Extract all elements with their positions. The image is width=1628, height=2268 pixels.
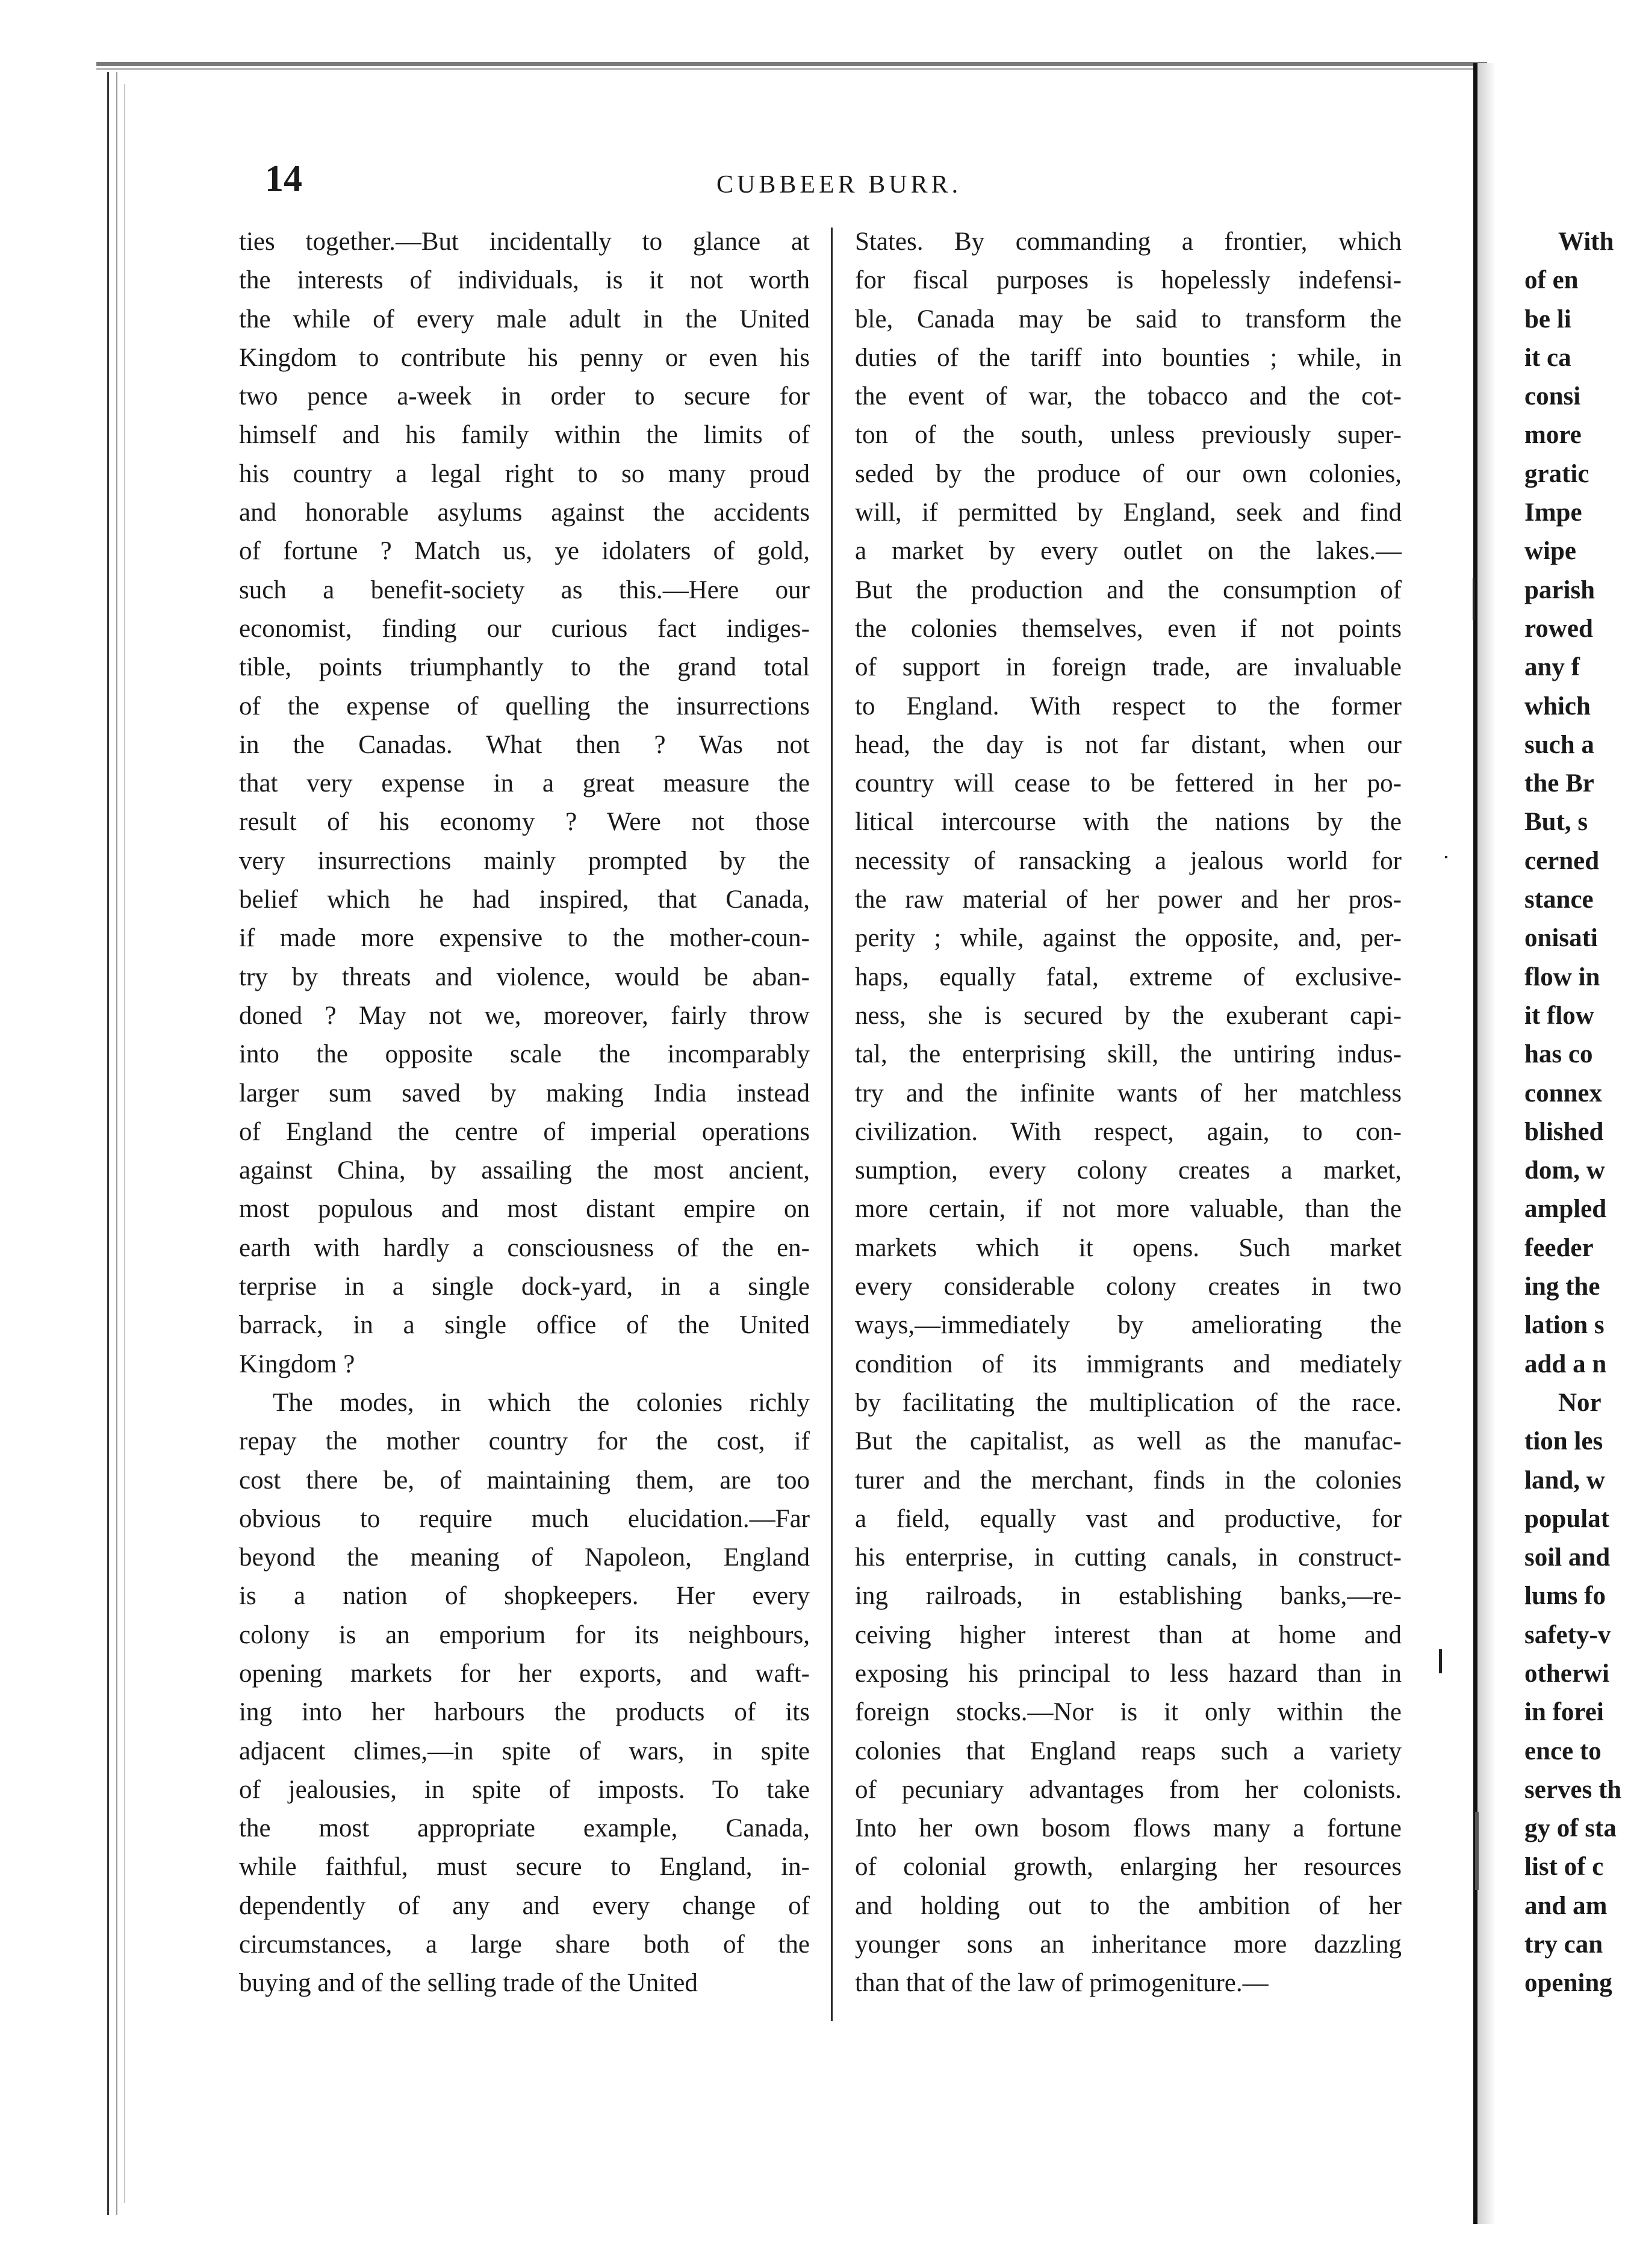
text-line: cerned [1524,846,1600,875]
text-line: wipe [1524,537,1576,566]
text-line: ampled [1524,1195,1607,1224]
text-line: result of his economy ? Were not those [239,808,810,837]
text-line: and honorable asylums against the accidents [239,498,810,527]
text-line: Kingdom to contribute his penny or even his [239,343,810,372]
text-line: litical intercourse with the nations by the [855,808,1402,837]
text-line: and holding out to the ambition of her [855,1891,1402,1920]
text-line: ing the [1524,1272,1600,1301]
text-line: of colonial growth, enlarging her resources [855,1853,1402,1882]
text-line: than that of the law of primogeniture.— [855,1969,1269,1998]
text-line: connex [1524,1079,1602,1108]
text-line: turer and the merchant, finds in the colonies [855,1466,1402,1495]
text-line: which [1524,692,1591,720]
text-line: onisati [1524,924,1598,953]
text-line: of jealousies, in spite of imposts. To take [239,1775,810,1804]
text-line: land, w [1524,1466,1605,1495]
text-line: every considerable colony creates in two [855,1272,1402,1301]
text-line: States. By commanding a frontier, which [855,228,1402,256]
scan-speck [1473,578,1475,620]
text-line: flow in [1524,962,1600,991]
text-line: gy of sta [1524,1814,1617,1843]
text-line: tible, points triumphantly to the grand total [239,653,810,682]
text-line: ness, she is secured by the exuberant capi- [855,1001,1402,1030]
left-page-edge-faint [124,84,125,2203]
text-line: populat [1524,1504,1610,1533]
text-line: opening markets for her exports, and waft- [239,1659,810,1688]
text-line: of the expense of quelling the insurrections [239,692,810,720]
text-line: belief which he had inspired, that Canada, [239,885,810,914]
text-line: duties of the tariff into bounties ; while, in [855,343,1402,372]
text-line: ways,—immediately by ameliorating the [855,1311,1402,1340]
text-line: larger sum saved by making India instead [239,1079,810,1108]
text-line: tion les [1524,1427,1603,1456]
left-page-edge-inner [116,72,117,2215]
text-line: buying and of the selling trade of the United [239,1969,698,1998]
text-line: repay the mother country for the cost, if [239,1427,810,1456]
text-line: the event of war, the tobacco and the cot- [855,382,1402,411]
text-line: Kingdom ? [239,1349,355,1378]
text-line: obvious to require much elucidation.—Far [239,1504,810,1533]
text-line: feeder [1524,1233,1594,1262]
text-line: such a benefit-society as this.—Here our [239,575,810,604]
text-line: tal, the enterprising skill, the untiring indus- [855,1040,1402,1069]
text-line: terprise in a single dock-yard, in a single [239,1272,810,1301]
text-line: very insurrections mainly prompted by the [239,846,810,875]
text-line: haps, equally fatal, extreme of exclusive- [855,962,1402,991]
text-line: gratic [1524,459,1589,488]
text-line: try and the infinite wants of her matchless [855,1079,1402,1108]
running-head: CUBBEER BURR. [716,171,962,199]
top-page-edge-shadow [96,68,1487,70]
text-line: blished [1524,1117,1604,1146]
text-line: against China, by assailing the most ancient, [239,1156,810,1185]
text-line: economist, finding our curious fact indiges- [239,614,810,643]
text-line: ing railroads, in establishing banks,—re- [855,1582,1402,1611]
text-line: is a nation of shopkeepers. Her every [239,1582,810,1611]
gutter-shadow [1477,63,1496,2224]
text-line: ton of the south, unless previously super- [855,421,1402,450]
text-line: soil and [1524,1543,1611,1572]
text-line: markets which it opens. Such market [855,1233,1402,1262]
text-line: be li [1524,305,1571,333]
text-line: the raw material of her power and her pros- [855,885,1402,914]
text-line: Nor [1558,1388,1602,1417]
text-line: two pence a-week in order to secure for [239,382,810,411]
text-line: foreign stocks.—Nor is it only within the [855,1698,1402,1727]
text-line: But the production and the consumption of [855,575,1402,604]
text-line: any f [1524,653,1580,682]
text-line: a field, equally vast and productive, for [855,1504,1402,1533]
text-line: lation s [1524,1311,1605,1340]
text-line: the colonies themselves, even if not points [855,614,1402,643]
text-line: most populous and most distant empire on [239,1195,810,1224]
text-line: condition of its immigrants and mediately [855,1349,1402,1378]
text-line: consi [1524,382,1581,411]
text-line: himself and his family within the limits of [239,421,810,450]
text-line: lums fo [1524,1582,1606,1611]
text-line: has co [1524,1040,1593,1069]
text-line: of pecuniary advantages from her colonists. [855,1775,1402,1804]
top-page-edge [96,62,1487,66]
text-line: for fiscal purposes is hopelessly indefensi- [855,266,1402,295]
text-line: civilization. With respect, again, to con- [855,1117,1402,1146]
middle-text-column [855,223,1402,2003]
text-line: list of c [1524,1853,1604,1882]
text-line: more certain, if not more valuable, than the [855,1195,1402,1224]
text-line: it flow [1524,1001,1594,1030]
text-line: cost there be, of maintaining them, are too [239,1466,810,1495]
text-line: a market by every outlet on the lakes.— [855,537,1402,566]
text-line: exposing his principal to less hazard than in [855,1659,1402,1688]
text-line: But the capitalist, as well as the manufac- [855,1427,1402,1456]
book-gutter [1473,63,1477,2224]
text-line: the interests of individuals, is it not worth [239,266,810,295]
text-line: dependently of any and every change of [239,1891,810,1920]
text-line: in forei [1524,1698,1604,1727]
text-line: that very expense in a great measure the [239,769,810,798]
text-line: But, s [1524,808,1588,837]
text-line: while faithful, must secure to England, in- [239,1853,810,1882]
text-line: Impe [1524,498,1582,527]
left-page-edge [107,72,109,2215]
text-line: such a [1524,730,1594,759]
text-line: parish [1524,575,1595,604]
text-line: his country a legal right to so many proud [239,459,810,488]
text-line: colonies that England reaps such a variety [855,1737,1402,1765]
text-line: his enterprise, in cutting canals, in construct- [855,1543,1402,1572]
text-line: earth with hardly a consciousness of the en- [239,1233,810,1262]
text-line: colony is an emporium for its neighbours, [239,1620,810,1649]
text-line: ing into her harbours the products of its [239,1698,810,1727]
text-line: and am [1524,1891,1608,1920]
text-line: more [1524,421,1582,450]
text-line: sumption, every colony creates a market, [855,1156,1402,1185]
text-line: to England. With respect to the former [855,692,1402,720]
text-line: adjacent climes,—in spite of wars, in spite [239,1737,810,1765]
text-line: country will cease to be fettered in her po- [855,769,1402,798]
text-line: stance [1524,885,1594,914]
text-line: doned ? May not we, moreover, fairly throw [239,1001,810,1030]
text-line: ties together.—But incidentally to glance at [239,228,810,256]
text-line: of England the centre of imperial operations [239,1117,810,1146]
text-line: the Br [1524,769,1594,798]
scan-speck [1439,1649,1442,1673]
facing-page-text-fragment [1524,223,1628,2003]
text-line: beyond the meaning of Napoleon, England [239,1543,810,1572]
text-line: ceiving higher interest than at home and [855,1620,1402,1649]
page-number: 14 [265,158,302,199]
left-text-column [239,223,810,2003]
text-line: will, if permitted by England, seek and find [855,498,1402,527]
text-line: barrack, in a single office of the United [239,1311,810,1340]
text-line: safety-v [1524,1620,1611,1649]
text-line: it ca [1524,343,1571,372]
text-line: add a n [1524,1349,1607,1378]
text-line: in the Canadas. What then ? Was not [239,730,810,759]
text-line: of fortune ? Match us, ye idolaters of gold, [239,537,810,566]
text-line: With [1558,228,1614,256]
text-line: The modes, in which the colonies richly [273,1388,810,1417]
text-line: of en [1524,266,1579,295]
text-line: head, the day is not far distant, when our [855,730,1402,759]
text-line: circumstances, a large share both of the [239,1930,810,1959]
text-line: perity ; while, against the opposite, and, per- [855,924,1402,953]
text-line: into the opposite scale the incomparably [239,1040,810,1069]
text-line: ble, Canada may be said to transform the [855,305,1402,333]
text-line: try can [1524,1930,1603,1959]
text-line: seded by the produce of our own colonies, [855,459,1402,488]
text-line: ence to [1524,1737,1602,1765]
text-line: the most appropriate example, Canada, [239,1814,810,1843]
text-line: of support in foreign trade, are invaluable [855,653,1402,682]
column-divider-rule [831,228,833,2021]
text-line: if made more expensive to the mother-coun- [239,924,810,953]
scan-speck [1475,1812,1479,1890]
text-line: Into her own bosom flows many a fortune [855,1814,1402,1843]
scan-speck [1445,856,1447,858]
text-line: opening [1524,1969,1612,1998]
text-line: try by threats and violence, would be aban- [239,962,810,991]
text-line: younger sons an inheritance more dazzling [855,1930,1402,1959]
text-line: by facilitating the multiplication of the race. [855,1388,1402,1417]
text-line: necessity of ransacking a jealous world for [855,846,1402,875]
text-line: dom, w [1524,1156,1605,1185]
text-line: otherwi [1524,1659,1609,1688]
text-line: rowed [1524,614,1593,643]
text-line: serves th [1524,1775,1622,1804]
text-line: the while of every male adult in the United [239,305,810,333]
